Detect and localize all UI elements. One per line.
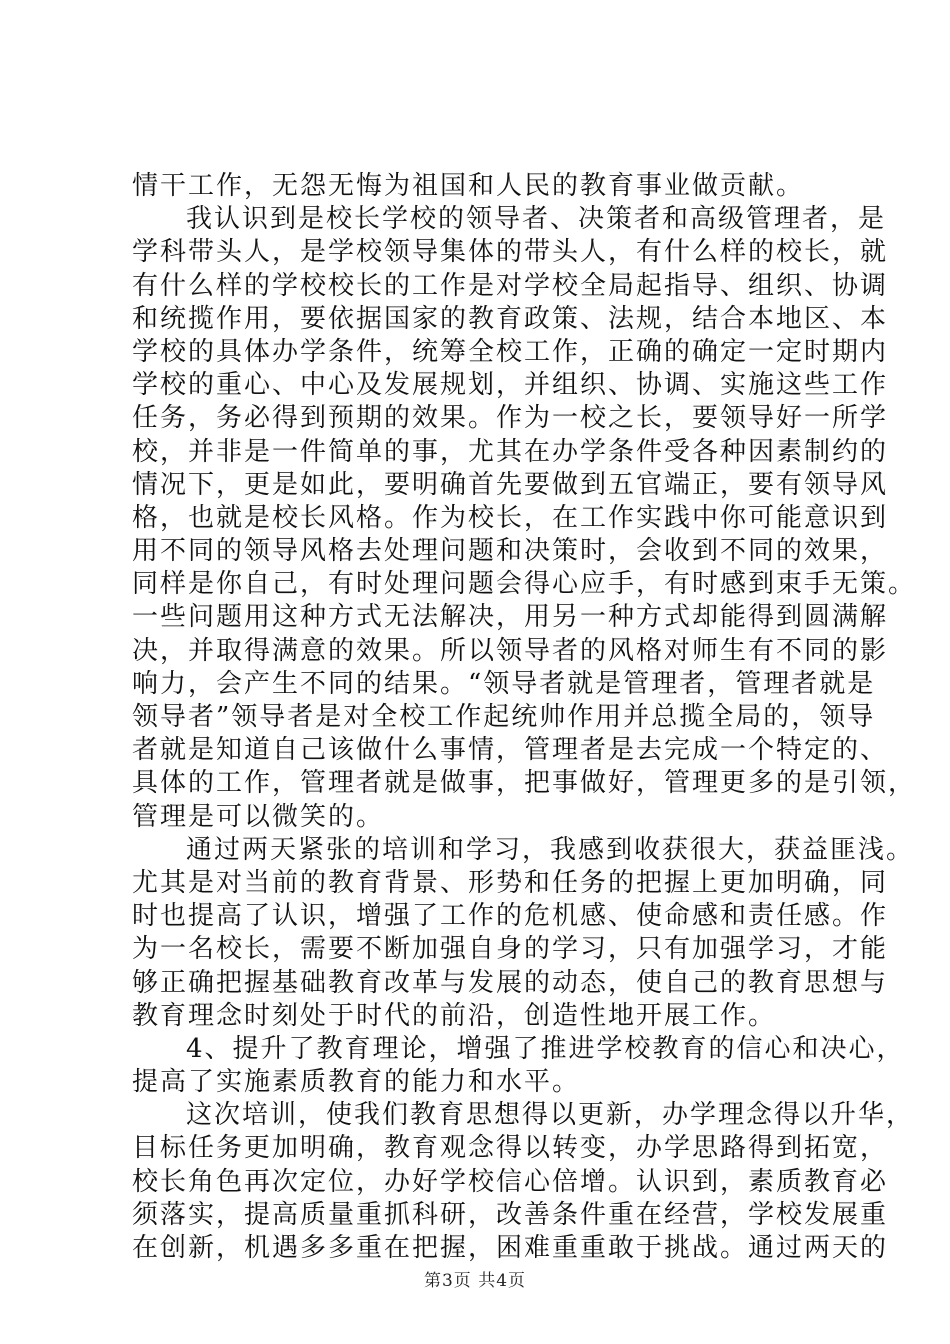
page-footer: 第3页 共4页: [423, 1271, 527, 1291]
text-line: 有什么样的学校校长的工作是对学校全局起指导、组织、协调: [132, 270, 889, 301]
text-line: 尤其是对当前的教育背景、形势和任务的把握上更加明确，同: [132, 867, 889, 898]
text-line: 通过两天紧张的培训和学习，我感到收获很大，获益匪浅。: [186, 834, 915, 865]
text-line: 为一名校长，需要不断加强自身的学习，只有加强学习，才能: [132, 934, 889, 965]
text-line: 决，并取得满意的效果。所以领导者的风格对师生有不同的影: [132, 635, 889, 666]
text-line: 学科带头人，是学校领导集体的带头人，有什么样的校长，就: [132, 237, 889, 268]
text-line: 在创新，机遇多多重在把握，困难重重敢于挑战。通过两天的: [132, 1233, 889, 1263]
text-line: 4、提升了教育理论，增强了推进学校教育的信心和决心，: [186, 1033, 905, 1064]
text-line: 具体的工作，管理者就是做事，把事做好，管理更多的是引领，: [132, 768, 917, 799]
text-line: 响力，会产生不同的结果。“领导者就是管理者，管理者就是: [132, 668, 876, 699]
text-line: 够正确把握基础教育改革与发展的动态，使自己的教育思想与: [132, 967, 889, 998]
text-line: 我认识到是校长学校的领导者、决策者和高级管理者，是: [186, 204, 887, 235]
text-line: 这次培训，使我们教育思想得以更新，办学理念得以升华，: [186, 1100, 915, 1131]
text-line: 学校的重心、中心及发展规划，并组织、协调、实施这些工作: [132, 370, 889, 401]
text-line: 时也提高了认识，增强了工作的危机感、使命感和责任感。作: [132, 901, 889, 932]
text-line: 情干工作，无怨无悔为祖国和人民的教育事业做贡献。: [132, 171, 805, 201]
text-line: 同样是你自己，有时处理问题会得心应手，有时感到束手无策。: [132, 569, 917, 600]
text-line: 和统揽作用，要依据国家的教育政策、法规，结合本地区、本: [132, 303, 889, 334]
text-line: 情况下，更是如此，要明确首先要做到五官端正，要有领导风: [132, 469, 889, 500]
document-body: [132, 170, 917, 1265]
text-line: 校，并非是一件简单的事，尤其在办学条件受各种因素制约的: [132, 436, 889, 467]
text-line: 提高了实施素质教育的能力和水平。: [132, 1067, 581, 1098]
text-line: 领导者”领导者是对全校工作起统帅作用并总揽全局的，领导: [132, 702, 876, 732]
text-line: 教育理念时刻处于时代的前沿，创造性地开展工作。: [132, 1000, 777, 1031]
text-line: 目标任务更加明确，教育观念得以转变，办学思路得到拓宽，: [132, 1133, 889, 1164]
text-line: 用不同的领导风格去处理问题和决策时，会收到不同的效果，: [132, 536, 889, 567]
text-line: 校长角色再次定位，办好学校信心倍增。认识到，素质教育必: [132, 1166, 889, 1197]
text-line: 管理是可以微笑的。: [132, 801, 385, 832]
text-line: 一些问题用这种方式无法解决，用另一种方式却能得到圆满解: [132, 602, 889, 633]
text-line: 学校的具体办学条件，统筹全校工作，正确的确定一定时期内: [132, 336, 889, 367]
text-line: 任务，务必得到预期的效果。作为一校之长，要领导好一所学: [132, 403, 889, 434]
text-line: 者就是知道自己该做什么事情，管理者是去完成一个特定的、: [132, 735, 889, 766]
text-line: 格，也就是校长风格。作为校长，在工作实践中你可能意识到: [132, 502, 889, 533]
text-line: 须落实，提高质量重抓科研，改善条件重在经营，学校发展重: [132, 1199, 889, 1230]
